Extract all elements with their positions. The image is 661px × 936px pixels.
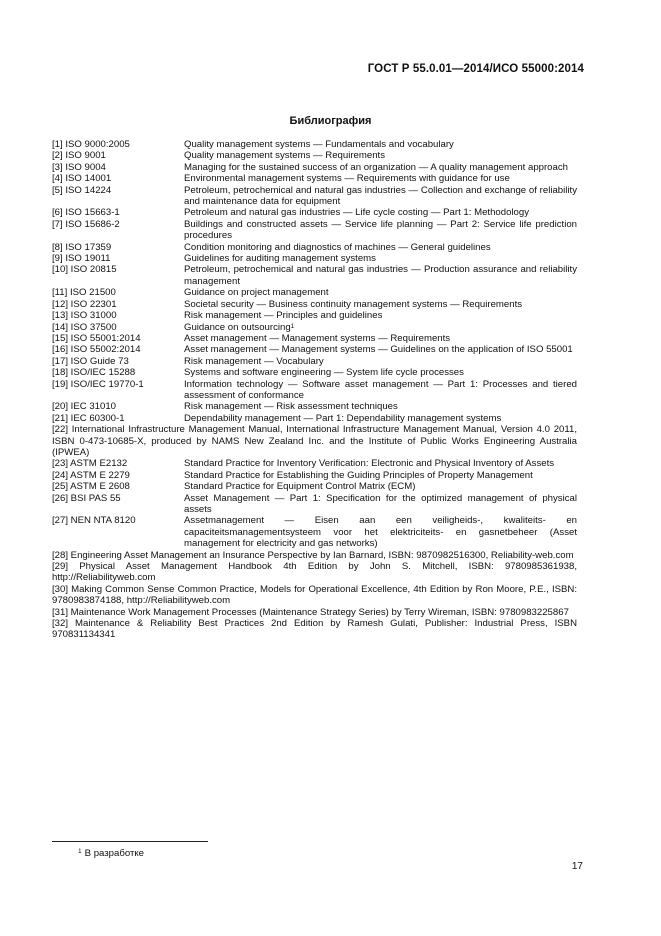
reference-title-text: Asset Management — Part 1: Specification for the optimized management of physical assets [184,492,577,515]
reference-entry: [29] Physical Asset Management Handbook 4th Edition by John S. Mitchell, ISBN: 9780985361938, http://Reliabilityweb.com [52,561,577,584]
reference-entry [52,515,577,549]
footnote-reference-mark: 1 [290,322,295,330]
reference-title [184,333,577,344]
standard-header: ГОСТ Р 55.0.01—2014/ИСО 55000:2014 [367,63,584,75]
reference-number: [18] ISO/IEC 15288 [52,367,136,379]
reference-number: [1] ISO 9000:2005 [52,139,130,150]
reference-title-text: Quality management systems — Requirements [184,150,386,162]
reference-entry: [31] Maintenance Work Management Processes (Maintenance Strategy Series) by Terry Wireman, ISBN: 9780983225867 [52,606,569,618]
reference-entry [52,299,577,310]
reference-number: [6] ISO 15663-1 [52,207,120,219]
reference-title [184,515,577,549]
reference-number: [17] ISO Guide 73 [52,355,129,367]
footnote [78,848,144,859]
reference-entry: [30] Making Common Sense Common Practice, Models for Operational Excellence, 4th Edition by Ron Moore, P.E., ISBN: 9780983874188, http://Reliabilityweb.com [52,583,577,607]
reference-number: [16] ISO 55002:2014 [52,344,141,356]
reference-title [184,242,577,253]
reference-number: [15] ISO 55001:2014 [52,332,141,344]
reference-title [184,493,577,516]
reference-title-text: Information technology — Software asset management — Part 1: Processes and tiered assessment of conformance [184,378,577,401]
reference-title [184,310,577,321]
reference-entry [52,139,577,150]
reference-title-text: Asset management — Management systems — Requirements [184,332,451,344]
reference-title-text: Standard Practice for Equipment Control Matrix (ECM) [184,481,416,493]
reference-number: [24] ASTM E 2279 [52,469,130,481]
reference-entry [52,310,577,321]
reference-title [184,344,577,355]
reference-title [184,322,577,333]
reference-title-text: Asset management — Management systems — Guidelines on the application of ISO 55001 [184,344,573,356]
reference-entry [52,413,577,424]
reference-title-text: Risk management — Risk assessment techniques [184,401,398,413]
reference-title-text: Risk management — Vocabulary [184,355,324,367]
reference-number: [23] ASTM E2132 [52,458,128,470]
reference-title [184,287,577,298]
reference-title [184,470,577,481]
reference-number: [14] ISO 37500 [52,321,117,333]
reference-entry [52,401,577,412]
reference-title-text: Petroleum, petrochemical and natural gas industries — Production assurance and reliability management [184,264,577,287]
reference-number: [27] NEN NTA 8120 [52,515,136,527]
reference-entry [52,333,577,344]
reference-number: [26] BSI PAS 55 [52,492,121,504]
reference-entry [52,322,577,333]
footnote-text: В разработке [84,848,144,859]
reference-title-text: Environmental management systems — Requirements with guidance for use [184,173,510,185]
reference-title [184,379,577,402]
reference-number: [10] ISO 20815 [52,264,117,276]
reference-entry [52,470,577,481]
reference-entry [52,356,577,367]
reference-entry [52,379,577,402]
reference-title-text: Standard Practice for Establishing the Guiding Principles of Property Management [184,469,533,481]
reference-entry [52,150,577,161]
reference-number: [7] ISO 15686-2 [52,218,120,230]
reference-entry [52,207,577,218]
reference-title-text: Guidance on project management [184,287,329,299]
reference-title [184,356,577,367]
reference-number: [4] ISO 14001 [52,173,112,185]
reference-title-text: Risk management — Principles and guidelines [184,310,383,322]
reference-entry [52,367,577,378]
reference-title [184,413,577,424]
reference-number: [19] ISO/IEC 19770-1 [52,378,144,390]
reference-title-text: Assetmanagement — Eisen aan een veiligheids-, kwaliteits- en capaciteitsmanagementsysteem voor het elektriciteits- en gasnetbeheer (Asset management for electricity and gas networks) [184,515,577,550]
reference-entry [52,219,577,242]
reference-entry [52,344,577,355]
reference-title [184,139,577,150]
reference-entry [52,242,577,253]
reference-title [184,219,577,242]
reference-number: [5] ISO 14224 [52,184,112,196]
reference-entry [52,253,577,264]
reference-title [184,299,577,310]
reference-entry [52,264,577,287]
reference-entry [52,458,577,469]
reference-number: [9] ISO 19011 [52,253,111,265]
reference-entry: [28] Engineering Asset Management an Insurance Perspective by Ian Barnard, ISBN: 9870982516300, Reliability-web.com [52,549,574,561]
reference-entry [52,287,577,298]
reference-title [184,185,577,208]
reference-number: [12] ISO 22301 [52,298,117,310]
reference-title [184,173,577,184]
reference-number: [8] ISO 17359 [52,241,112,253]
reference-title-text: Guidance on outsourcing [184,321,291,333]
reference-number: [20] IEC 31010 [52,401,117,413]
bibliography-list [52,139,577,641]
reference-title [184,264,577,287]
reference-title [184,458,577,469]
reference-title-text: Petroleum and natural gas industries — Life cycle costing — Part 1: Methodology [184,207,530,219]
reference-entry: [32] Maintenance & Reliability Best Practices 2nd Edition by Ramesh Gulati, Publisher: Industrial Press, ISBN 970831134341 [52,618,577,641]
reference-title [184,150,577,161]
reference-title [184,207,577,218]
page-title: Библиография [289,115,372,127]
reference-title-text: Societal security — Business continuity management systems — Requirements [184,298,523,310]
reference-entry [52,481,577,492]
reference-title [184,253,577,264]
reference-title [184,401,577,412]
reference-entry: [22] International Infrastructure Management Manual, International Infrastructure Management Manual, Version 4.0 2011, ISBN 0-473-10685-X, produced by NAMS New Zealand Inc. and the Institute of Public Works Engineering Australia (IPWEA) [52,424,577,458]
reference-title-text: Systems and software engineering — System life cycle processes [184,367,464,379]
reference-entry [52,493,577,516]
reference-title-text: Quality management systems — Fundamentals and vocabulary [184,139,454,150]
reference-entry [52,173,577,184]
footnote-divider [52,841,208,842]
reference-title [184,162,577,173]
reference-title-text: Standard Practice for Inventory Verification: Electronic and Physical Inventory of Assets [184,458,555,470]
reference-title-text: Dependability management — Part 1: Dependability management systems [184,412,502,424]
reference-entry [52,185,577,208]
reference-title-text: Managing for the sustained success of an organization — A quality management approach [184,161,568,173]
reference-number: [25] ASTM E 2608 [52,481,130,493]
reference-number: [2] ISO 9001 [52,150,106,162]
reference-number: [13] ISO 31000 [52,310,117,322]
reference-title-text: Guidelines for auditing management systems [184,253,376,265]
reference-title-text: Buildings and constructed assets — Service life planning — Part 2: Service life prediction procedures [184,218,577,242]
reference-title [184,481,577,492]
reference-title-text: Condition monitoring and diagnostics of machines — General guidelines [184,241,491,253]
reference-title-text: Petroleum, petrochemical and natural gas industries — Collection and exchange of reliability and maintenance data for equipment [184,184,577,208]
footnote-mark: 1 [78,848,82,855]
reference-number: [3] ISO 9004 [52,161,106,173]
reference-number: [21] IEC 60300-1 [52,412,125,424]
reference-title [184,367,577,378]
page-number: 17 [571,861,583,872]
reference-entry [52,162,577,173]
reference-number: [11] ISO 21500 [52,287,116,299]
